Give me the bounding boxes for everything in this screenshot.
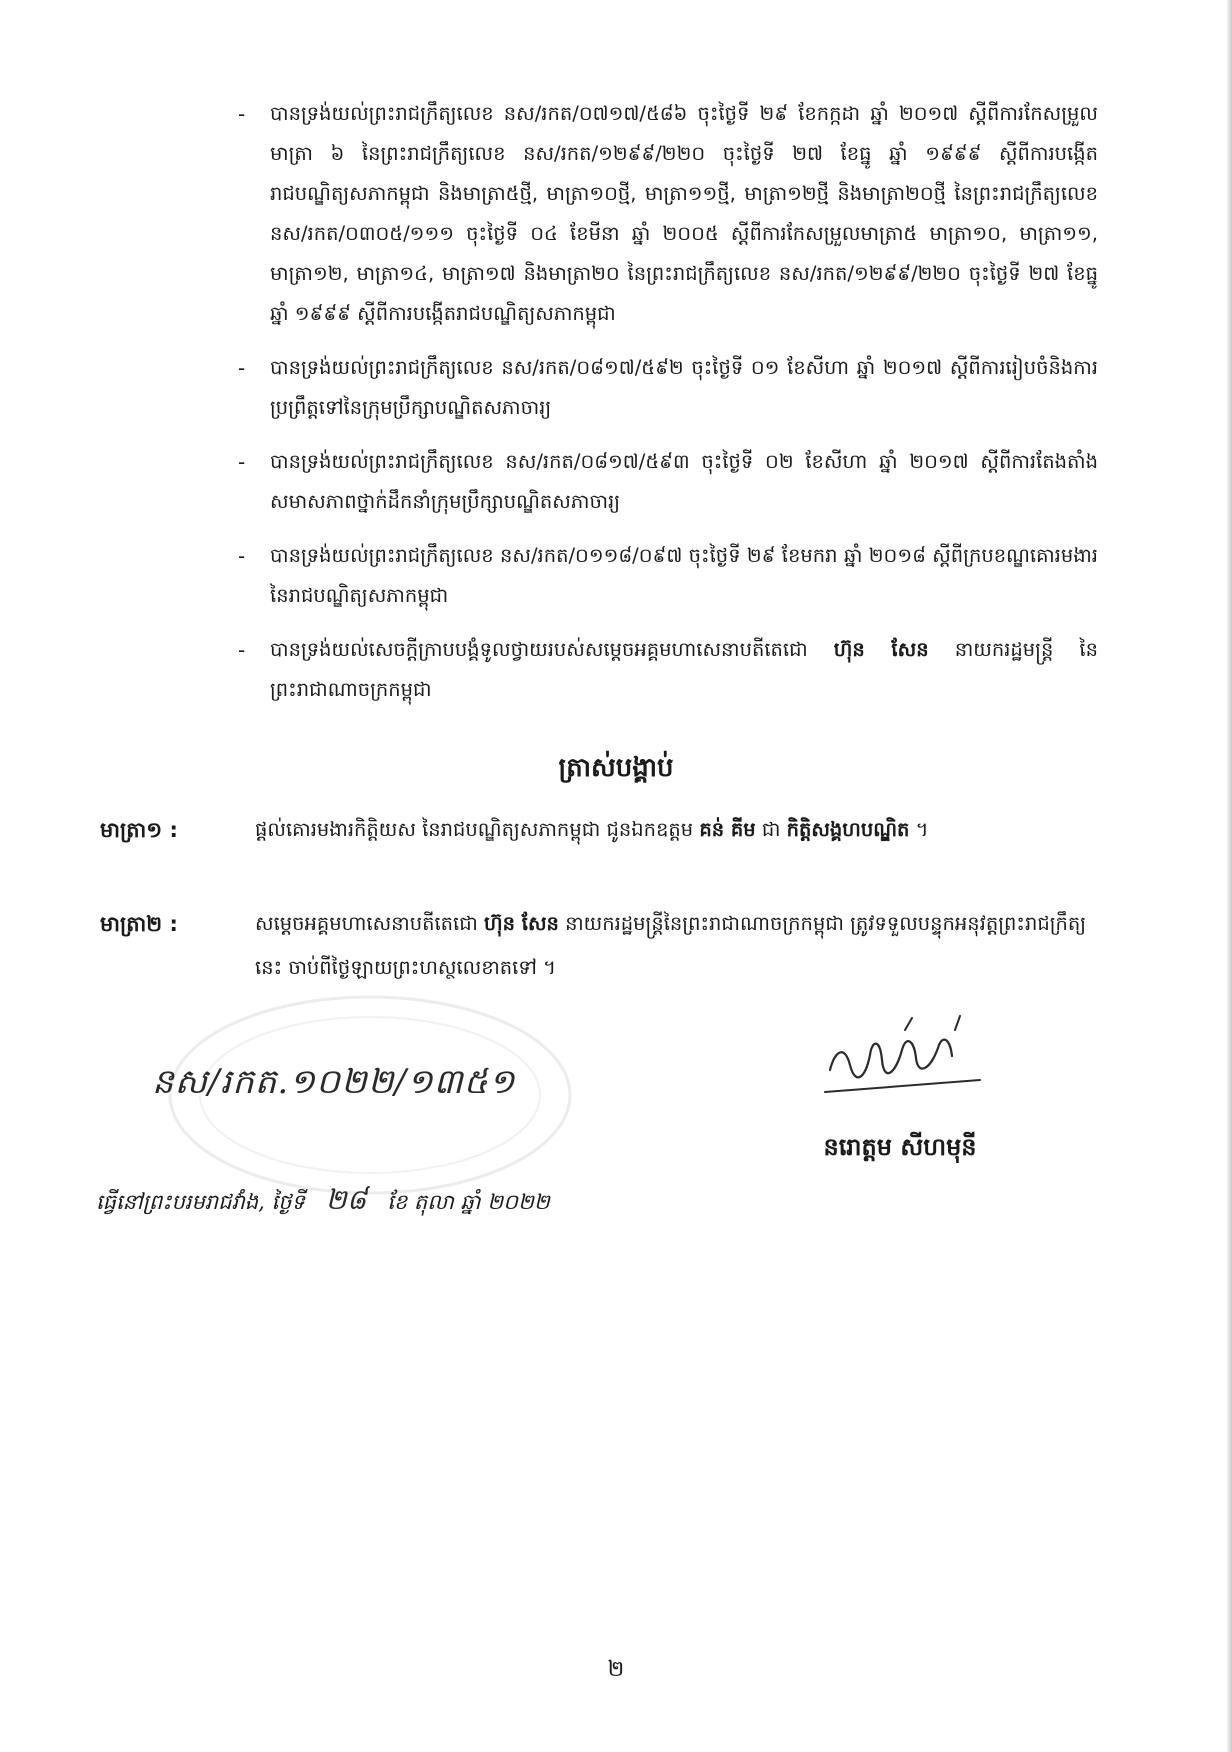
preamble-item: - បានទ្រង់យល់សេចក្តីក្រាបបង្គំទូលថ្វាយរបស់សម្តេចអគ្គមហាសេនាបតីតេជោ ហ៊ុន សែន នាយករដ្ឋមន្ត្រី នៃព្រះរាជាណាចក្រកម្ពុជា [238, 630, 1098, 710]
preamble-text: បានទ្រង់យល់ព្រះរាជក្រឹត្យលេខ នស/រកត/០៨១៧/៥៩២ ចុះថ្ងៃទី ០១ ខែសីហា ឆ្នាំ ២០១៧ ស្តីពីការរៀបចំនិងការប្រព្រឹត្តទៅនៃក្រុមប្រឹក្សាបណ្ឌិតសភាចារ្យ [270, 356, 1098, 419]
date-day: ២៨ [325, 1183, 367, 1216]
royal-signature-icon [810, 1010, 990, 1110]
preamble-text: បានទ្រង់យល់សេចក្តីក្រាបបង្គំទូលថ្វាយរបស់សម្តេចអគ្គមហាសេនាបតីតេជោ ហ៊ុន សែន នាយករដ្ឋមន្ត្រី នៃព្រះរាជាណាចក្រកម្ពុជា [270, 638, 1098, 701]
article-label: មាត្រា២ : [100, 912, 178, 936]
prime-minister-name: ហ៊ុន សែន [484, 912, 559, 935]
article-2 [100, 902, 1100, 990]
place-and-date: ធ្វើនៅព្រះបរមរាជវាំង, ថ្ងៃទី ២៨ ខែ តុលា ឆ្នាំ ២០២២ [96, 1183, 550, 1216]
preamble-list [238, 94, 1098, 724]
prime-minister-name: ហ៊ុន សែន [833, 638, 929, 661]
preamble-item: - បានទ្រង់យល់ព្រះរាជក្រឹត្យលេខ នស/រកត/០៨១៧/៥៩៣ ចុះថ្ងៃទី ០២ ខែសីហា ឆ្នាំ ២០១៧ ស្តីពីការតែងតាំងសមាសភាពថ្នាក់ដឹកនាំក្រុមប្រឹក្សាបណ្ឌិតសភាចារ្យ [238, 442, 1098, 522]
preamble-text: បានទ្រង់យល់ព្រះរាជក្រឹត្យលេខ នស/រកត/០៧១៧/៥៨៦ ចុះថ្ងៃទី ២៩ ខែកក្កដា ឆ្នាំ ២០១៧ ស្តីពីការកែសម្រួលមាត្រា ៦ នៃព្រះរាជក្រឹត្យលេខ នស/រកត/១២៩៩/២២០ ចុះថ្ងៃទី ២៧ ខែធ្នូ ឆ្នាំ ១៩៩៩ ស្តីពីការបង្កើតរាជបណ្ឌិត្យសភាកម្ពុជា និងមាត្រា៥ថ្មី, មាត្រា១០ថ្មី, មាត្រា១១ថ្មី, មាត្រា១២ថ្មី និងមាត្រា២០ថ្មី នៃព្រះរាជក្រឹត្យលេខ នស/រកត/០៣០៥/១១១ ចុះថ្ងៃទី ០៤ ខែមីនា ឆ្នាំ ២០០៥ ស្តីពីការកែសម្រួលមាត្រា៥ មាត្រា១០, មាត្រា១១, មាត្រា១២, មាត្រា១៤, មាត្រា១៧ និងមាត្រា២០ នៃព្រះរាជក្រឹត្យលេខ នស/រកត/១២៩៩/២២០ ចុះថ្ងៃទី ២៧ ខែធ្នូ ឆ្នាំ ១៩៩៩ ស្តីពីការបង្កើតរាជបណ្ឌិត្យសភាកម្ពុជា [270, 102, 1098, 325]
decree-heading: ត្រាស់បង្គាប់ [558, 753, 674, 783]
preamble-item: - បានទ្រង់យល់ព្រះរាជក្រឹត្យលេខ នស/រកត/០៧១៧/៥៨៦ ចុះថ្ងៃទី ២៩ ខែកក្កដា ឆ្នាំ ២០១៧ ស្តីពីការកែសម្រួលមាត្រា ៦ នៃព្រះរាជក្រឹត្យលេខ នស/រកត/១២៩៩/២២០ ចុះថ្ងៃទី ២៧ ខែធ្នូ ឆ្នាំ ១៩៩៩ ស្តីពីការបង្កើតរាជបណ្ឌិត្យសភាកម្ពុជា និងមាត្រា៥ថ្មី, មាត្រា១០ថ្មី, មាត្រា១១ថ្មី, មាត្រា១២ថ្មី និងមាត្រា២០ថ្មី នៃព្រះរាជក្រឹត្យលេខ នស/រកត/០៣០៥/១១១ ចុះថ្ងៃទី ០៤ ខែមីនា ឆ្នាំ ២០០៥ ស្តីពីការកែសម្រួលមាត្រា៥ មាត្រា១០, មាត្រា១១, មាត្រា១២, មាត្រា១៤, មាត្រា១៧ និងមាត្រា២០ នៃព្រះរាជក្រឹត្យលេខ នស/រកត/១២៩៩/២២០ ចុះថ្ងៃទី ២៧ ខែធ្នូ ឆ្នាំ ១៩៩៩ ស្តីពីការបង្កើតរាជបណ្ឌិត្យសភាកម្ពុជា [238, 94, 1098, 334]
honoree-name: គន់ គីម [699, 818, 756, 841]
preamble-text: បានទ្រង់យល់ព្រះរាជក្រឹត្យលេខ នស/រកត/០៨១៧/៥៩៣ ចុះថ្ងៃទី ០២ ខែសីហា ឆ្នាំ ២០១៧ ស្តីពីការតែងតាំងសមាសភាពថ្នាក់ដឹកនាំក្រុមប្រឹក្សាបណ្ឌិតសភាចារ្យ [270, 450, 1098, 513]
preamble-item: - បានទ្រង់យល់ព្រះរាជក្រឹត្យលេខ នស/រកត/០៨១៧/៥៩២ ចុះថ្ងៃទី ០១ ខែសីហា ឆ្នាំ ២០១៧ ស្តីពីការរៀបចំនិងការប្រព្រឹត្តទៅនៃក្រុមប្រឹក្សាបណ្ឌិតសភាចារ្យ [238, 348, 1098, 428]
page-number: ២ [607, 1657, 625, 1682]
honorary-title: កិត្តិសង្គហបណ្ឌិត [786, 818, 910, 841]
preamble-text: បានទ្រង់យល់ព្រះរាជក្រឹត្យលេខ នស/រកត/០១១៨/០៩៧ ចុះថ្ងៃទី ២៩ ខែមករា ឆ្នាំ ២០១៨ ស្តីពីក្របខណ្ឌគោរមងារនៃរាជបណ្ឌិត្យសភាកម្ពុជា [270, 544, 1098, 607]
preamble-item: - បានទ្រង់យល់ព្រះរាជក្រឹត្យលេខ នស/រកត/០១១៨/០៩៧ ចុះថ្ងៃទី ២៩ ខែមករា ឆ្នាំ ២០១៨ ស្តីពីក្របខណ្ឌគោរមងារនៃរាជបណ្ឌិត្យសភាកម្ពុជា [238, 536, 1098, 616]
registration-number: នស/រកត.១០២២/១៣៥១ [152, 1062, 516, 1102]
article-text: សម្តេចអគ្គមហាសេនាបតីតេជោ ហ៊ុន សែន នាយករដ្ឋមន្ត្រីនៃព្រះរាជាណាចក្រកម្ពុជា ត្រូវទទួលបន្ទុកអនុវត្តព្រះរាជក្រឹត្យនេះ ចាប់ពីថ្ងៃឡាយព្រះហស្ថលេខាតទៅ ។ [255, 912, 1087, 979]
article-text: ផ្តល់គោរមងារកិត្តិយស នៃរាជបណ្ឌិត្យសភាកម្ពុជា ជូនឯកឧត្តម គន់ គីម ជា កិត្តិសង្គហបណ្ឌិត ។ [255, 818, 929, 841]
signer-name: នរោត្តម សីហមុនី [823, 1133, 977, 1161]
article-label: មាត្រា១ : [100, 818, 178, 842]
article-1 [100, 808, 1100, 852]
